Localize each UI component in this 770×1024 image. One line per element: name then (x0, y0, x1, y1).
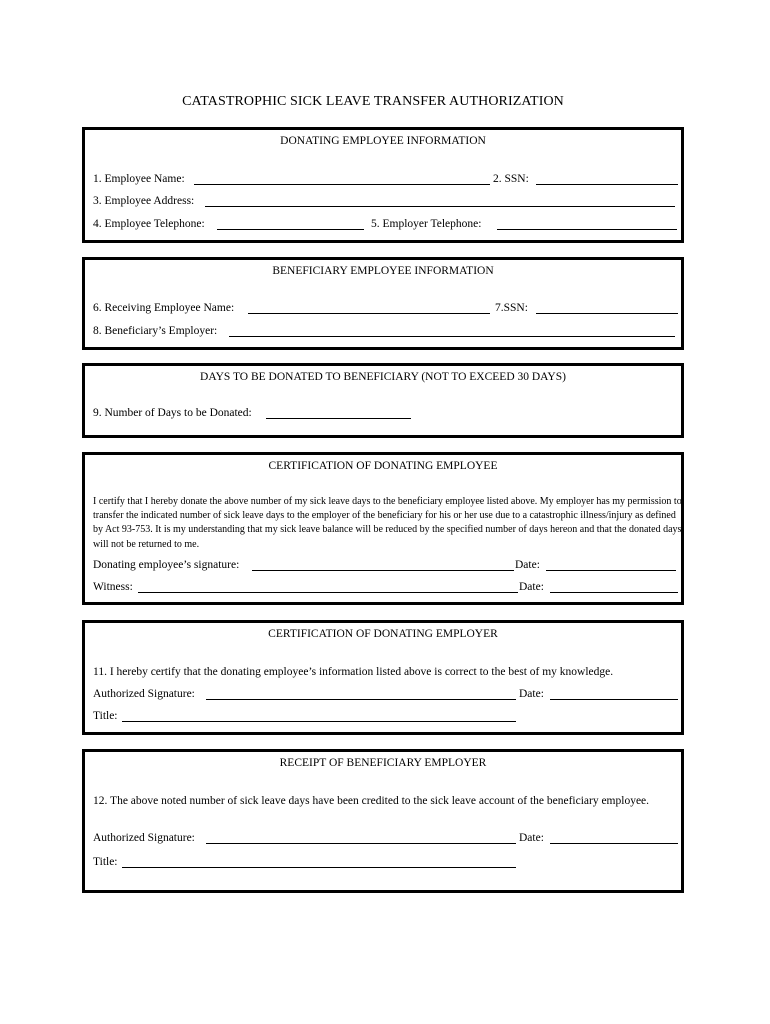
receipt-authorized-signature-label: Authorized Signature: (93, 832, 195, 844)
number-of-days-field[interactable] (266, 407, 411, 419)
donating-signature-field[interactable] (252, 559, 514, 571)
form-title: CATASTROPHIC SICK LEAVE TRANSFER AUTHORIZATION (182, 94, 564, 109)
employer-date-label: Date: (519, 688, 544, 700)
certification-employer-section (82, 620, 684, 735)
employee-address-field[interactable] (205, 195, 675, 207)
employee-telephone-label: 4. Employee Telephone: (93, 218, 205, 230)
receipt-title-field[interactable] (122, 856, 516, 868)
employee-address-label: 3. Employee Address: (93, 195, 195, 207)
receipt-title-label: Title: (93, 856, 118, 868)
employer-title-field[interactable] (122, 710, 516, 722)
donating-employee-section (82, 127, 684, 243)
ssn-label: 2. SSN: (493, 173, 529, 185)
employer-authorized-signature-label: Authorized Signature: (93, 688, 195, 700)
certification-paragraph: I certify that I hereby donate the above number of my sick leave days to the beneficiary employee listed above. My employer has my permission to transfer the indicated number of sick leave days to the employer of the beneficiary for his or her use due to a catastrophic illness/injury as defined by Act 93-753. It is my understanding that my sick leave balance will be reduced by the specified number of days hereon and that the donated days will not be returned to me. (93, 496, 682, 550)
witness-field[interactable] (138, 581, 518, 593)
ssn-field[interactable] (536, 173, 678, 185)
witness-label: Witness: (93, 581, 133, 593)
certification-employee-section (82, 452, 684, 605)
section-heading: DAYS TO BE DONATED TO BENEFICIARY (NOT TO EXCEED 30 DAYS) (200, 371, 566, 383)
receipt-date-label: Date: (519, 832, 544, 844)
employer-date-field[interactable] (550, 688, 678, 700)
employer-telephone-field[interactable] (497, 218, 677, 230)
beneficiary-employer-field[interactable] (229, 325, 675, 337)
employee-telephone-field[interactable] (217, 218, 364, 230)
section-heading: CERTIFICATION OF DONATING EMPLOYEE (268, 460, 498, 472)
employer-title-label: Title: (93, 710, 118, 722)
beneficiary-employee-section (82, 257, 684, 350)
receipt-beneficiary-section (82, 749, 684, 893)
section-heading: RECEIPT OF BENEFICIARY EMPLOYER (279, 757, 487, 769)
donating-date-field[interactable] (546, 559, 676, 571)
beneficiary-ssn-label: 7.SSN: (495, 302, 528, 314)
employee-name-label: 1. Employee Name: (93, 173, 185, 185)
employer-telephone-label: 5. Employer Telephone: (371, 218, 482, 230)
donating-signature-label: Donating employee’s signature: (93, 559, 240, 571)
receipt-authorized-signature-field[interactable] (206, 832, 516, 844)
donating-date-label: Date: (515, 559, 540, 571)
section-heading: CERTIFICATION OF DONATING EMPLOYER (268, 628, 498, 640)
section-heading: DONATING EMPLOYEE INFORMATION (280, 135, 486, 147)
number-of-days-label: 9. Number of Days to be Donated: (93, 407, 252, 419)
employer-certify-statement: 11. I hereby certify that the donating employee’s information listed above is correct to the best of my knowledge. (93, 666, 614, 678)
days-donated-section (82, 363, 684, 438)
employer-authorized-signature-field[interactable] (206, 688, 516, 700)
receiving-employee-name-label: 6. Receiving Employee Name: (93, 302, 235, 314)
beneficiary-employer-label: 8. Beneficiary’s Employer: (93, 325, 218, 337)
witness-date-field[interactable] (550, 581, 678, 593)
beneficiary-ssn-field[interactable] (536, 302, 678, 314)
receipt-statement: 12. The above noted number of sick leave days have been credited to the sick leave account of the beneficiary employee. (93, 795, 650, 807)
witness-date-label: Date: (519, 581, 544, 593)
section-heading: BENEFICIARY EMPLOYEE INFORMATION (272, 265, 494, 277)
employee-name-field[interactable] (194, 173, 490, 185)
receiving-employee-name-field[interactable] (248, 302, 490, 314)
receipt-date-field[interactable] (550, 832, 678, 844)
